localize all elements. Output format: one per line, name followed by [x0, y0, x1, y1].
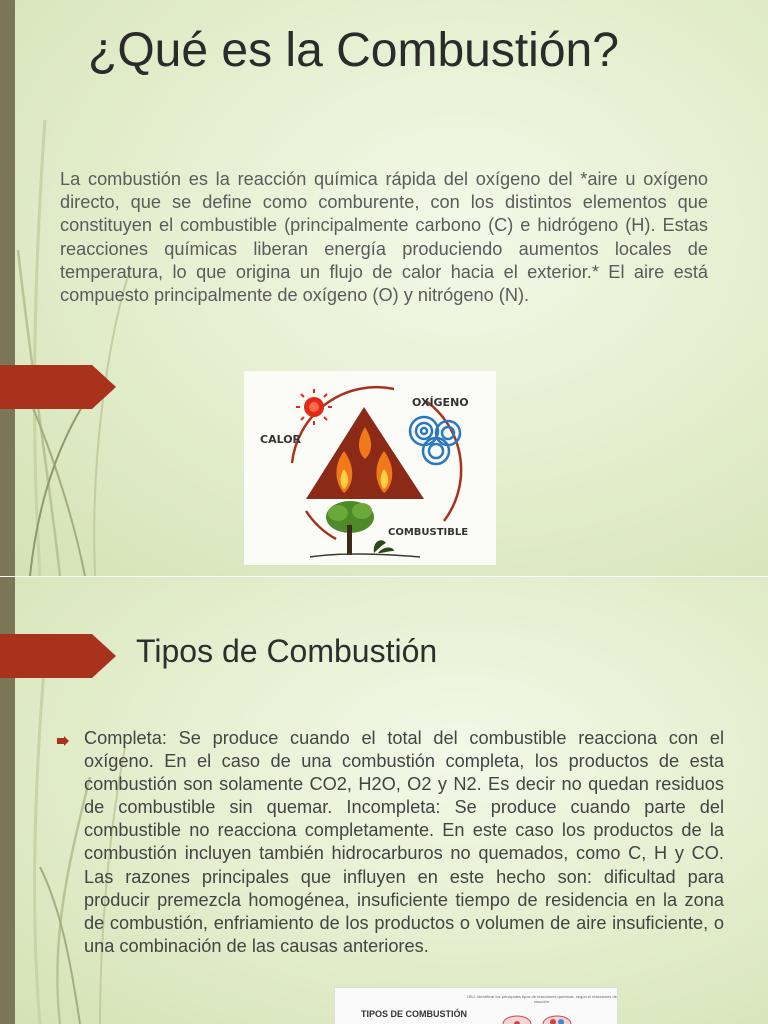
embedded-slide-thumbnail	[334, 987, 618, 1024]
oxygen-swirl-icon	[410, 417, 460, 464]
fire-triangle-diagram	[244, 371, 496, 565]
slide-body-text: La combustión es la reacción química rápida del oxígeno del *aire u oxígeno directo, que se define como comburente, con los distintos elementos que constituyen el combustible (principalmente carbono (C) e hidrógeno (H). Estas reacciones químicas liberan energía produciendo aumentos locales de temperatura, lo que origina un flujo de calor hacia el exterior.* El aire está compuesto principalmente de oxígeno (O) y nitrógeno (N).	[60, 169, 708, 306]
sprout-icon	[374, 540, 394, 553]
sun-icon	[296, 389, 332, 425]
accent-tab	[0, 365, 116, 409]
accent-tab	[0, 634, 116, 678]
arrow-bullet-icon	[57, 736, 69, 746]
calor-label: CALOR	[260, 433, 302, 446]
thumbnail-icons	[495, 1006, 595, 1024]
oxigeno-label: OXÍGENO	[412, 396, 469, 409]
bullet-text: Completa: Se produce cuando el total del combustible reacciona con el oxígeno. En el caso de una combustión completa, los productos de esta combustión son solamente CO2, H2O, O2 y N2. Es decir no quedan residuos de combustible sin quemar. Incompleta: Se produce cuando parte del combustible no reacciona completamente. En este caso los productos de la combustión incluyen también hidrocarburos no quemados, como C, H y CO. Las razones principales que influyen en este hecho son: dificultad para producir premezcla homogénea, insuficiente tiempo de residencia en la zona de combustión, enfriamiento de los productos o volumen de aire insuficiente, o una combinación de las causas anteriores.	[84, 728, 724, 956]
combustible-label: COMBUSTIBLE	[388, 527, 469, 538]
thumbnail-title: TIPOS DE COMBUSTIÓN	[361, 1009, 468, 1019]
slide-title: Tipos de Combustión	[136, 633, 438, 669]
thumbnail-note: OBJ: Identificar los principales tipos de reacciones químicas, según el reacciones de reacción.	[467, 994, 617, 1004]
slide-title: ¿Qué es la Combustión?	[88, 24, 619, 77]
slide-2	[0, 577, 768, 1024]
